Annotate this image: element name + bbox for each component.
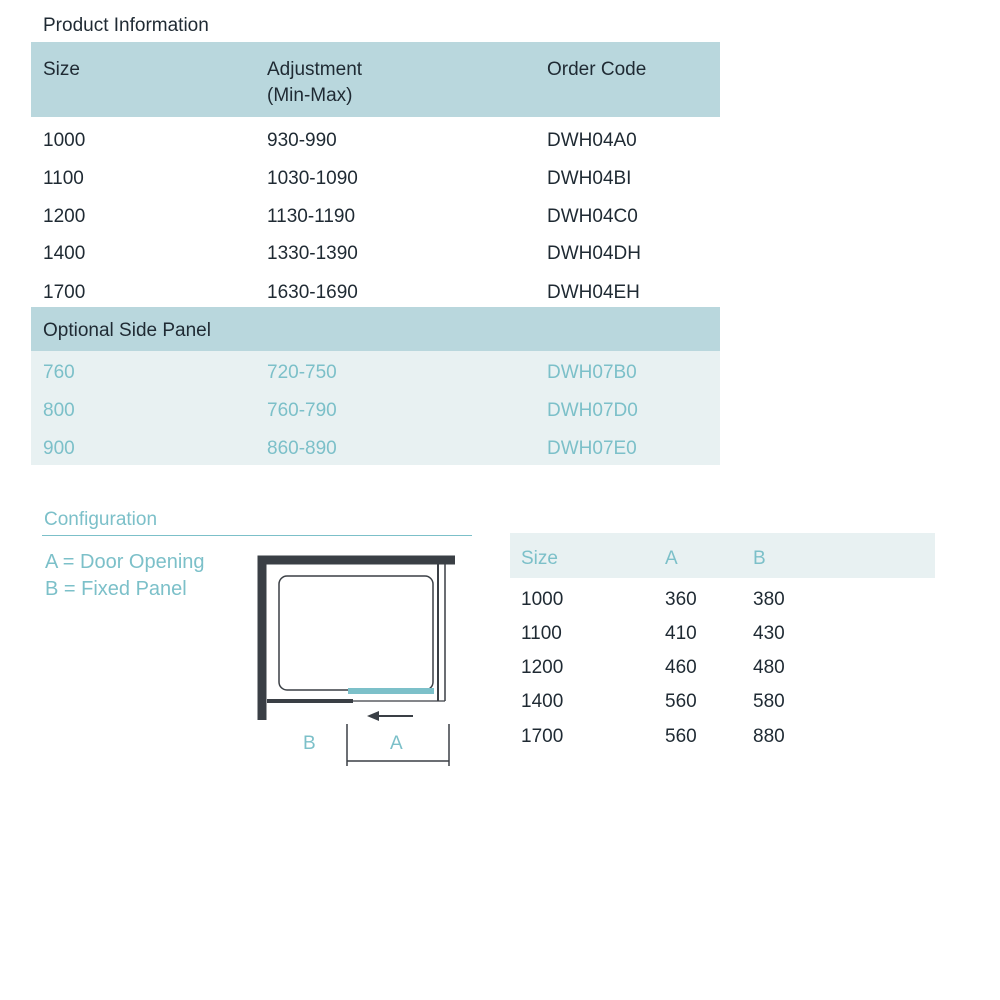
- header-adjustment: [267, 57, 362, 109]
- row-size: 1000: [521, 589, 564, 610]
- header-b: B: [753, 548, 766, 569]
- header-size: Size: [521, 548, 558, 569]
- header-adjustment-line2: (Min-Max): [267, 85, 353, 106]
- diagram-label-b: B: [303, 733, 316, 754]
- row-a: 360: [665, 589, 697, 610]
- row-size: 1100: [521, 623, 562, 644]
- row-order-code: DWH04BI: [547, 168, 632, 189]
- row-size: 1000: [43, 130, 86, 151]
- wall-frame: [262, 560, 455, 720]
- header-order-code: Order Code: [547, 59, 647, 80]
- optional-side-panel-title: Optional Side Panel: [43, 320, 211, 341]
- row-size: 1400: [43, 243, 86, 264]
- row-a: 560: [665, 726, 697, 747]
- table-row: [31, 197, 720, 235]
- row-order-code: DWH07B0: [547, 362, 637, 383]
- table-row: [31, 351, 720, 389]
- table-row: [510, 719, 935, 753]
- table-row: [31, 389, 720, 427]
- row-b: 580: [753, 691, 785, 712]
- row-adjustment: 1330-1390: [267, 243, 358, 264]
- table-row: [510, 684, 935, 718]
- row-size: 1700: [43, 282, 86, 303]
- row-adjustment: 1630-1690: [267, 282, 358, 303]
- configuration-title: Configuration: [44, 509, 158, 530]
- diagram-label-a: A: [390, 733, 403, 754]
- header-adjustment-line1: Adjustment: [267, 59, 363, 80]
- row-size: 1200: [43, 206, 86, 227]
- row-adjustment: 760-790: [267, 400, 337, 421]
- shower-tray: [279, 576, 433, 690]
- legend-door-opening: A = Door Opening: [45, 551, 205, 573]
- row-adjustment: 1030-1090: [267, 168, 358, 189]
- configuration-diagram: [255, 550, 465, 775]
- row-b: 880: [753, 726, 785, 747]
- row-a: 560: [665, 691, 697, 712]
- opening-arrow-icon: [367, 711, 379, 721]
- row-adjustment: 860-890: [267, 438, 337, 459]
- table-row: [510, 650, 935, 684]
- table-row: [31, 159, 720, 197]
- optional-side-panel-header: [31, 307, 720, 351]
- row-adjustment: 930-990: [267, 130, 337, 151]
- row-a: 460: [665, 657, 697, 678]
- legend-fixed-panel: B = Fixed Panel: [45, 578, 187, 600]
- header-a: A: [665, 548, 678, 569]
- row-a: 410: [665, 623, 697, 644]
- row-size: 760: [43, 362, 75, 383]
- row-order-code: DWH04A0: [547, 130, 637, 151]
- table-row: [510, 582, 935, 616]
- product-information-title: Product Information: [43, 15, 209, 36]
- optional-side-panel-body: [31, 351, 720, 465]
- table-row: [31, 121, 720, 159]
- row-size: 1700: [521, 726, 564, 747]
- table-row: [31, 234, 720, 272]
- row-order-code: DWH07E0: [547, 438, 637, 459]
- row-adjustment: 720-750: [267, 362, 337, 383]
- row-order-code: DWH04EH: [547, 282, 640, 303]
- row-size: 1400: [521, 691, 564, 712]
- row-order-code: DWH04C0: [547, 206, 638, 227]
- row-order-code: DWH07D0: [547, 400, 638, 421]
- table-row: [31, 273, 720, 311]
- row-b: 480: [753, 657, 785, 678]
- configuration-divider: [42, 535, 472, 536]
- row-order-code: DWH04DH: [547, 243, 641, 264]
- header-size: Size: [43, 59, 80, 80]
- dimension-table-header: [510, 533, 935, 578]
- row-size: 1200: [521, 657, 564, 678]
- table-row: [31, 427, 720, 465]
- row-b: 430: [753, 623, 785, 644]
- row-size: 900: [43, 438, 75, 459]
- product-table-header: [31, 42, 720, 117]
- sliding-door: [348, 688, 434, 694]
- table-row: [510, 616, 935, 650]
- row-adjustment: 1130-1190: [267, 206, 356, 227]
- row-size: 800: [43, 400, 75, 421]
- row-b: 380: [753, 589, 785, 610]
- row-size: 1100: [43, 168, 84, 189]
